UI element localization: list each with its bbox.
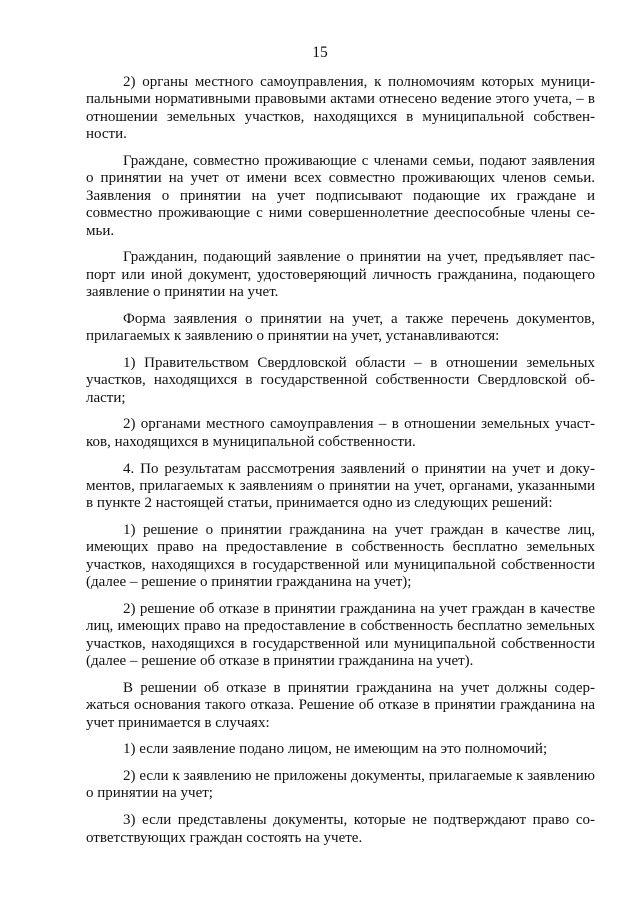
- paragraph-case-no-authority: 1) если заявление подано лицом, не имеющим на это полномочий;: [123, 741, 548, 758]
- paragraph-case-unconfirmed-right: 3) если представлены документы, которые не подтверждают право соответствующих граждан состоять на учете.: [86, 812, 595, 846]
- page-number: 15: [312, 44, 328, 61]
- paragraph-passport-requirement: Гражданин, подающий заявление о принятии на учет, предъявляет паспорт или иной документ, удостоверяющий личность гражданина, подающего заявление о принятии на учет.: [86, 249, 595, 301]
- paragraph-refusal-grounds: В решении об отказе в принятии гражданина на учет должны содержаться основания такого отказа. Решение об отказе в принятии гражданина на учет принимается в случаях:: [86, 679, 595, 731]
- paragraph-item-4-decisions: 4. По результатам рассмотрения заявлений о принятии на учет и документов, прилагаемых к заявлениям о принятии на учет, органами, указанными в пункте 2 настоящей статьи, принимается одно из следующих решений:: [86, 460, 595, 512]
- paragraph-case-missing-documents: 2) если к заявлению не приложены документы, прилагаемые к заявлению о принятии на учет;: [86, 768, 595, 802]
- paragraph-decision-refuse: 2) решение об отказе в принятии гражданина на учет граждан в качестве лиц, имеющих право на предоставление в собственность бесплатно земельных участков, находящихся в государственной или муниципальной собственности (далее – решение об отказе в принятии гражданина на учет).: [86, 600, 595, 670]
- paragraph-municipal-authorities: 2) органы местного самоуправления, к полномочиям которых муниципальными нормативными правовыми актами отнесено ведение этого учета, – в отношении земельных участков, находящихся в муниципальной собственности.: [86, 74, 595, 143]
- paragraph-government-sverdlovsk: 1) Правительством Свердловской области – в отношении земельных участков, находящихся в государственной собственности Свердловской области;: [86, 354, 595, 406]
- document-body: [86, 74, 595, 856]
- paragraph-local-authorities: 2) органами местного самоуправления – в отношении земельных участков, находящихся в муниципальной собственности.: [86, 416, 595, 450]
- paragraph-family-applications: Граждане, совместно проживающие с членами семьи, подают заявления о принятии на учет от имени всех совместно проживающих членов семьи. Заявления о принятии на учет подписывают подающие их граждане и совместно проживающие с ними совершеннолетние дееспособные члены семьи.: [86, 152, 595, 239]
- paragraph-form-established-by: Форма заявления о принятии на учет, а также перечень документов, прилагаемых к заявлению о принятии на учет, устанавливаются:: [86, 310, 595, 345]
- paragraph-decision-accept: 1) решение о принятии гражданина на учет граждан в качестве лиц, имеющих право на предоставление в собственность бесплатно земельных участков, находящихся в государственной или муниципальной собственности (далее – решение о принятии гражданина на учет);: [86, 522, 595, 591]
